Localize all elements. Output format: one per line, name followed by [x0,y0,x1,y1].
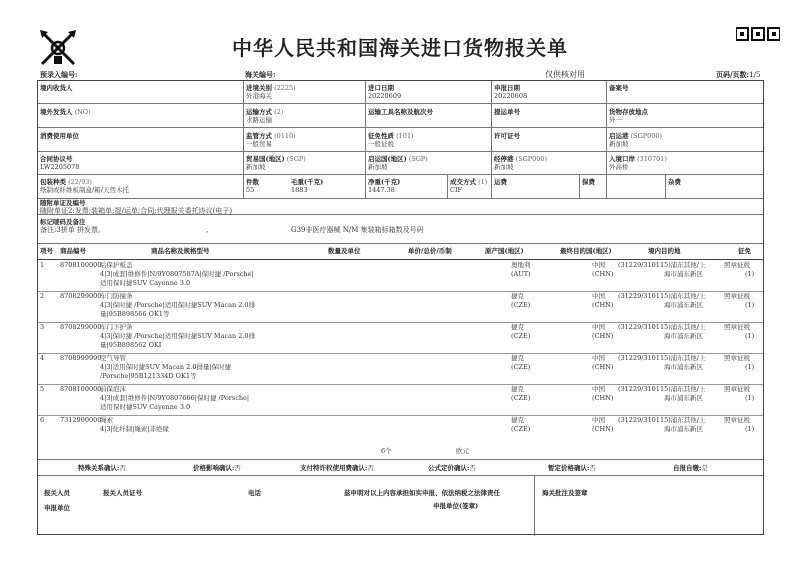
goods-origin: 捷克 [511,385,524,393]
legal-statement: 兹申明对以上内容承担如实申报、依法纳税之法律责任 [344,489,500,497]
storage-place-field: 货物存放地点 外一 [609,108,648,124]
goods-domestic-area: 海市浦东新区 [664,425,703,433]
goods-dest: 中国 [592,354,605,362]
goods-domestic-area: 海市浦东新区 [664,270,703,278]
goods-exempt: 照章征税 [724,292,750,300]
supervision-mode-field: 监管方式 (0110) 一般贸易 [246,132,296,148]
goods-header-price: 单价/总价/币制 [408,247,452,255]
goods-name: 车门下护条 [100,323,133,331]
marks-comma: , [206,226,209,234]
goods-no: 2 [40,292,45,300]
goods-domestic: (31229/310115)浦东其他/上 [618,385,706,393]
phone-label: 电话 [248,489,261,497]
goods-dest: 中国 [592,323,605,331]
departure-port-field: 启运港 (SGP000) 新加坡 [609,132,663,148]
goods-no: 1 [40,261,45,269]
goods-spec: 4|3|保时捷 /Porsche|适用保时捷SUV Macan 2.0排 [100,332,256,340]
formula-pricing-confirm: 公式定价确认:否 [428,464,476,472]
goods-domestic: (31229/310115)浦东其他/上 [618,323,706,331]
goods-spec: 4|3|化纤制|绳索|非绝缘 [100,425,170,433]
special-relation-confirm: 特殊关系确认:否 [78,464,126,472]
docs-field: 随附单证及编号 随附单证2:发票;装箱单;提/运单;合同;代理报关委托协议(电子) [40,199,233,215]
goods-name: 后保护板盖 [100,261,133,269]
goods-spec: 4|3|成套|维修件|N/9Y0807666|保时捷 /Porsche| [100,394,250,402]
goods-domestic: (31229/310115)浦东其他/上 [618,261,706,269]
transport-name-field: 运输工具名称及航次号 [368,108,433,116]
goods-origin-code: (CZE) [511,425,531,433]
consumer-unit-field: 消费使用单位 [40,132,79,140]
consignee-field: 境内收货人 [40,84,73,92]
goods-origin: 奥地利 [511,261,531,269]
declaration-form [37,80,764,535]
document-title: 中华人民共和国海关进口货物报关单 [232,36,568,60]
goods-no: 5 [40,385,45,393]
goods-exempt-code: (1) [745,270,755,278]
goods-dest: 中国 [592,416,605,424]
declare-unit-label: 申报单位 [44,504,70,512]
goods-exempt: 照章征税 [724,385,750,393]
transit-port-field: 经停港 (SGP000) 新加坡 [494,155,548,171]
goods-origin-code: (CZE) [511,332,531,340]
goods-name: 前保泡沫 [100,385,126,393]
goods-header-no: 项号 [40,247,53,255]
goods-spec-cont: 量|95B898562 OKI [100,341,162,349]
net-weight-field: 净重(千克) 1447.38 [368,178,401,194]
goods-origin: 捷克 [511,323,524,331]
goods-exempt: 照章征税 [724,416,750,424]
goods-name: 车门防撞条 [100,292,133,300]
departure-country-field: 启运国(地区) (SGP) 新加坡 [368,155,428,171]
goods-spec: 4|3|成套|维修件|N/9Y0807587A|保时捷 /Porsche| [100,270,254,278]
declarant-cert-label: 报关人员证号 [103,489,142,497]
goods-dest-code: (CHN) [592,363,614,371]
pieces-field: 件数 55 [246,178,259,194]
goods-dest: 中国 [592,261,605,269]
goods-domestic-area: 海市浦东新区 [664,301,703,309]
goods-code: 8708299000 [60,323,102,331]
goods-no: 4 [40,354,45,362]
row-divider [38,415,763,416]
royalty-confirm: 支付特许权使用费确认:否 [300,464,374,472]
prerecord-label: 预录入编号: [40,70,78,79]
goods-spec: 4|3|保时捷 /Porsche|适用保时捷SUV Macan 2.0排 [100,301,256,309]
price-impact-confirm: 价格影响确认:否 [193,464,241,472]
row-divider [38,384,763,385]
goods-exempt-code: (1) [745,301,755,309]
goods-code: 7312900000 [60,416,102,424]
goods-dest-code: (CHN) [592,270,614,278]
goods-spec-cont: /Porsche|95B121334D OK1等 [100,372,197,380]
goods-total-qty: 6个 [381,447,392,455]
goods-spec: 4|3|适用保时捷SUV Macan 2.0排量|保时捷 [100,363,232,371]
goods-dest-code: (CHN) [592,425,614,433]
goods-code: 8708100000 [60,385,102,393]
goods-spec-cont: 适用保时捷SUV Cayenne 3.0 [100,403,191,411]
self-pay-confirm: 自报自缴:是 [673,464,708,472]
goods-domestic-area: 海市浦东新区 [664,363,703,371]
customs-approval-label: 海关批注及签章 [542,489,588,497]
trade-country-field: 贸易国(地区) (SGP) 新加坡 [246,155,306,171]
goods-dest-code: (CHN) [592,332,614,340]
goods-code: 8708299000 [60,292,102,300]
goods-header-exempt: 征免 [738,247,751,255]
goods-origin-code: (AUT) [511,270,531,278]
goods-domestic: (31229/310115)浦东其他/上 [618,416,706,424]
goods-domestic-area: 海市浦东新区 [664,332,703,340]
deal-mode-field: 成交方式 (1) CIF [450,178,488,194]
goods-origin: 捷克 [511,354,524,362]
goods-exempt-code: (1) [745,425,755,433]
goods-dest-code: (CHN) [592,301,614,309]
import-date-field: 进口日期 20220609 [368,84,402,100]
goods-origin-code: (CZE) [511,394,531,402]
goods-currency: 欧元 [456,447,469,455]
entry-port-field: 入境口岸 (310701) 外高桥 [609,155,667,171]
declare-seal-label: 申报单位(签章) [433,502,479,510]
row-divider [38,353,763,354]
goods-no: 3 [40,323,45,331]
gross-weight-field: 毛重(千克) 1883 [291,178,324,194]
goods-dest: 中国 [592,292,605,300]
goods-origin-code: (CZE) [511,301,531,309]
goods-origin-code: (CZE) [511,363,531,371]
license-no-field: 许可证号 [494,132,520,140]
page-indicator: 页码/页数:1/5 [716,70,761,79]
goods-origin: 捷克 [511,292,524,300]
goods-header-qty: 数量及单位 [328,247,361,255]
transport-mode-field: 运输方式 (2) 水路运输 [246,108,284,124]
insurance-field: 保费 [582,178,595,186]
goods-domestic: (31229/310115)浦东其他/上 [618,354,706,362]
row-divider [38,322,763,323]
goods-exempt-code: (1) [745,332,755,340]
goods-spec-cont: 量|95B898566 OK1等 [100,310,170,318]
goods-domestic-area: 海市浦东新区 [664,394,703,402]
record-no-field: 备案号 [609,84,629,92]
declare-date-field: 申报日期 20220608 [494,84,528,100]
customs-no-label: 海关编号: [245,70,276,79]
goods-dest: 中国 [592,385,605,393]
goods-header-dest: 最终目的国(地区) [560,247,612,255]
marks-extra: G39非医疗器械 N/M 集装箱标箱数及号码 [291,226,424,234]
copy-note: 仅供核对用 [545,70,585,79]
contract-no-field: 合同协议号 LW2205078 [40,155,80,171]
marks-field: 标记唛码及备注 备注:3拼单 拼发票, [40,218,101,234]
bill-no-field: 提运单号 [494,108,520,116]
goods-dest-code: (CHN) [592,394,614,402]
row-divider [38,291,763,292]
goods-exempt-code: (1) [745,363,755,371]
goods-exempt-code: (1) [745,394,755,402]
freight-field: 运费 [494,178,507,186]
goods-code: 8708999990 [60,354,102,362]
goods-header-origin: 原产国(地区) [485,247,524,255]
goods-code: 8708100000 [60,261,102,269]
package-type-field: 包装种类 (22/93) 纸制或纤维板制盒/箱/天然木托 [40,178,129,194]
goods-exempt: 照章征税 [724,261,750,269]
goods-name: 绳索 [100,416,113,424]
exemption-nature-field: 征免性质 (101) 一般征税 [368,132,414,148]
entry-customs-field: 进境关别 (2225) 外港海关 [246,84,296,100]
goods-header-code: 商品编号 [60,247,86,255]
goods-exempt: 照章征税 [724,354,750,362]
provisional-price-confirm: 暂定价格确认:否 [548,464,596,472]
goods-spec-cont: 适用保时捷SUV Cayenne 3.0 [100,279,191,287]
consignor-field: 境外发货人 (NO) [40,108,91,116]
goods-name: 空气导管 [100,354,126,362]
goods-domestic: (31229/310115)浦东其他/上 [618,292,706,300]
goods-no: 6 [40,416,45,424]
goods-origin: 捷克 [511,416,524,424]
goods-header-name: 商品名称及规格型号 [151,247,210,255]
misc-fee-field: 杂费 [668,178,681,186]
goods-header-domestic: 境内目的地 [648,247,681,255]
declarant-label: 报关人员 [44,489,70,497]
goods-exempt: 照章征税 [724,323,750,331]
